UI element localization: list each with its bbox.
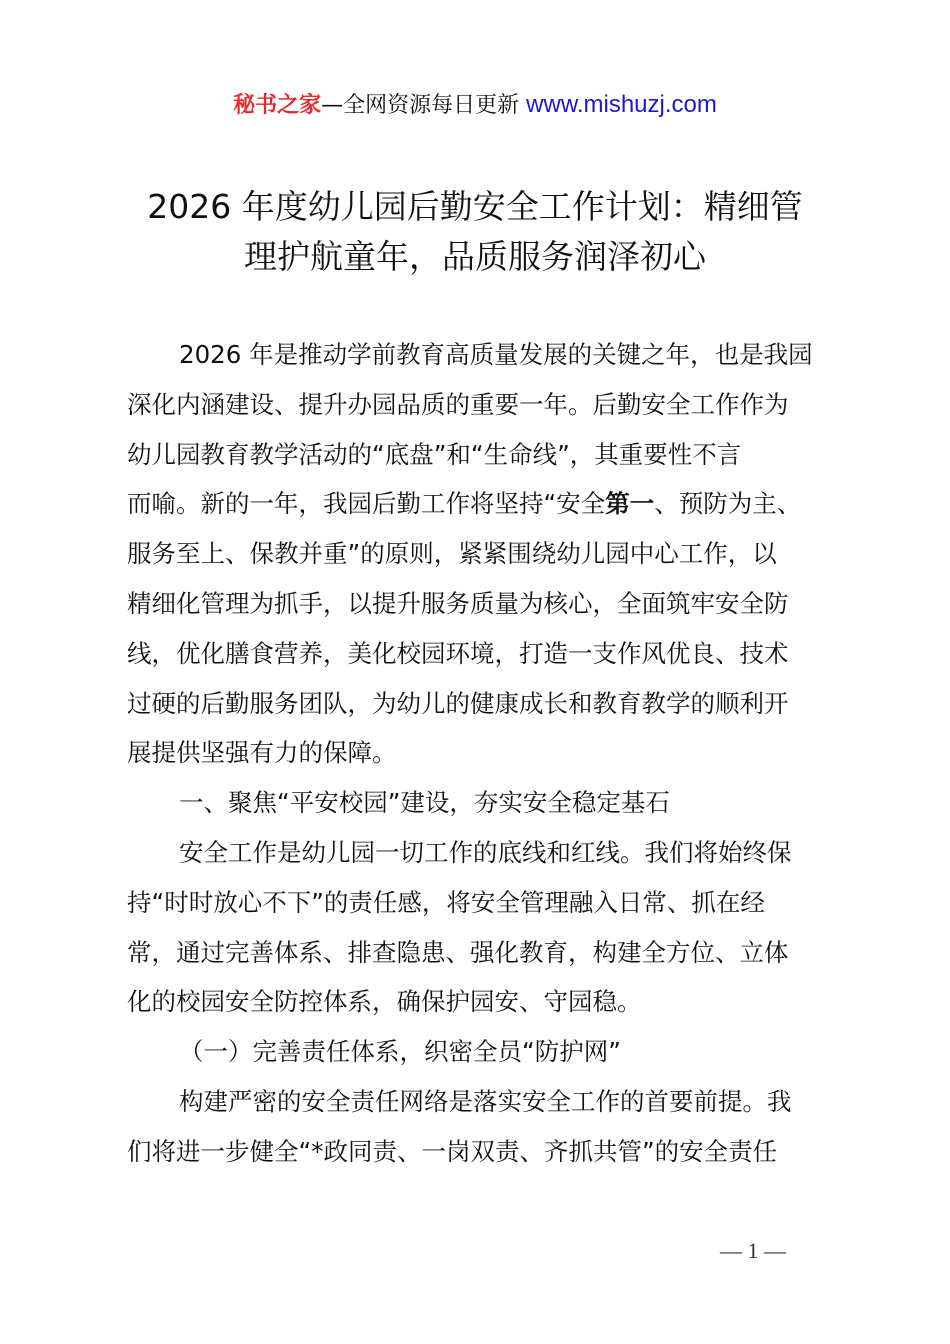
body-line: 幼儿园教育教学活动的“底盘”和“生命线”，其重要性不言	[127, 439, 742, 469]
body-line: 常，通过完善体系、排查隐患、强化教育，构建全方位、立体	[127, 937, 789, 967]
subsection-heading: （一）完善责任体系，织密全员“防护网”	[179, 1037, 621, 1067]
document-title	[0, 182, 950, 282]
body-line: 服务至上、保教并重”的原则，紧紧围绕幼儿园中心工作，以	[127, 539, 777, 569]
body-line: 2026 年是推动学前教育高质量发展的关键之年，也是我园	[179, 340, 813, 369]
body-line: 展提供坚强有力的保障。	[127, 738, 397, 768]
site-url-link[interactable]: www.mishuzj.com	[526, 91, 717, 118]
brand-name: 秘书之家	[233, 93, 322, 118]
banner-tagline: —全网资源每日更新	[321, 93, 520, 118]
title-line-1: 2026 年度幼儿园后勤安全工作计划：精细管	[147, 187, 803, 226]
section-heading: 一、聚焦“平安校园”建设，夯实安全稳定基石	[179, 788, 670, 818]
document-body	[127, 330, 847, 1177]
body-line	[127, 479, 847, 529]
site-banner	[0, 88, 950, 119]
title-line-2: 理护航童年，品质服务润泽初心	[244, 237, 706, 276]
body-line: 安全工作是幼儿园一切工作的底线和红线。我们将始终保	[179, 837, 792, 867]
body-line: 深化内涵建设、提升办园品质的重要一年。后勤安全工作作为	[127, 389, 789, 419]
body-line: 构建严密的安全责任网络是落实安全工作的首要前提。我	[179, 1086, 792, 1116]
body-line: 精细化管理为抓手，以提升服务质量为核心，全面筑牢安全防	[127, 588, 789, 618]
body-line: 过硬的后勤服务团队，为幼儿的健康成长和教育教学的顺利开	[127, 688, 789, 718]
text-segment: 而喻。新的一年，我园后勤工作将坚持“安全	[127, 489, 606, 519]
body-line: 持“时时放心不下”的责任感，将安全管理融入日常、抓在经	[127, 887, 765, 917]
bold-text: 第一	[605, 489, 655, 519]
body-line: 化的校园安全防控体系，确保护园安、守园稳。	[127, 987, 642, 1017]
body-line: 线，优化膳食营养，美化校园环境，打造一支作风优良、技术	[127, 638, 789, 668]
page-number: — 1 —	[720, 1238, 786, 1263]
text-segment: 、预防为主、	[654, 489, 802, 519]
body-line: 们将进一步健全“*政同责、一岗双责、齐抓共管”的安全责任	[127, 1136, 778, 1166]
